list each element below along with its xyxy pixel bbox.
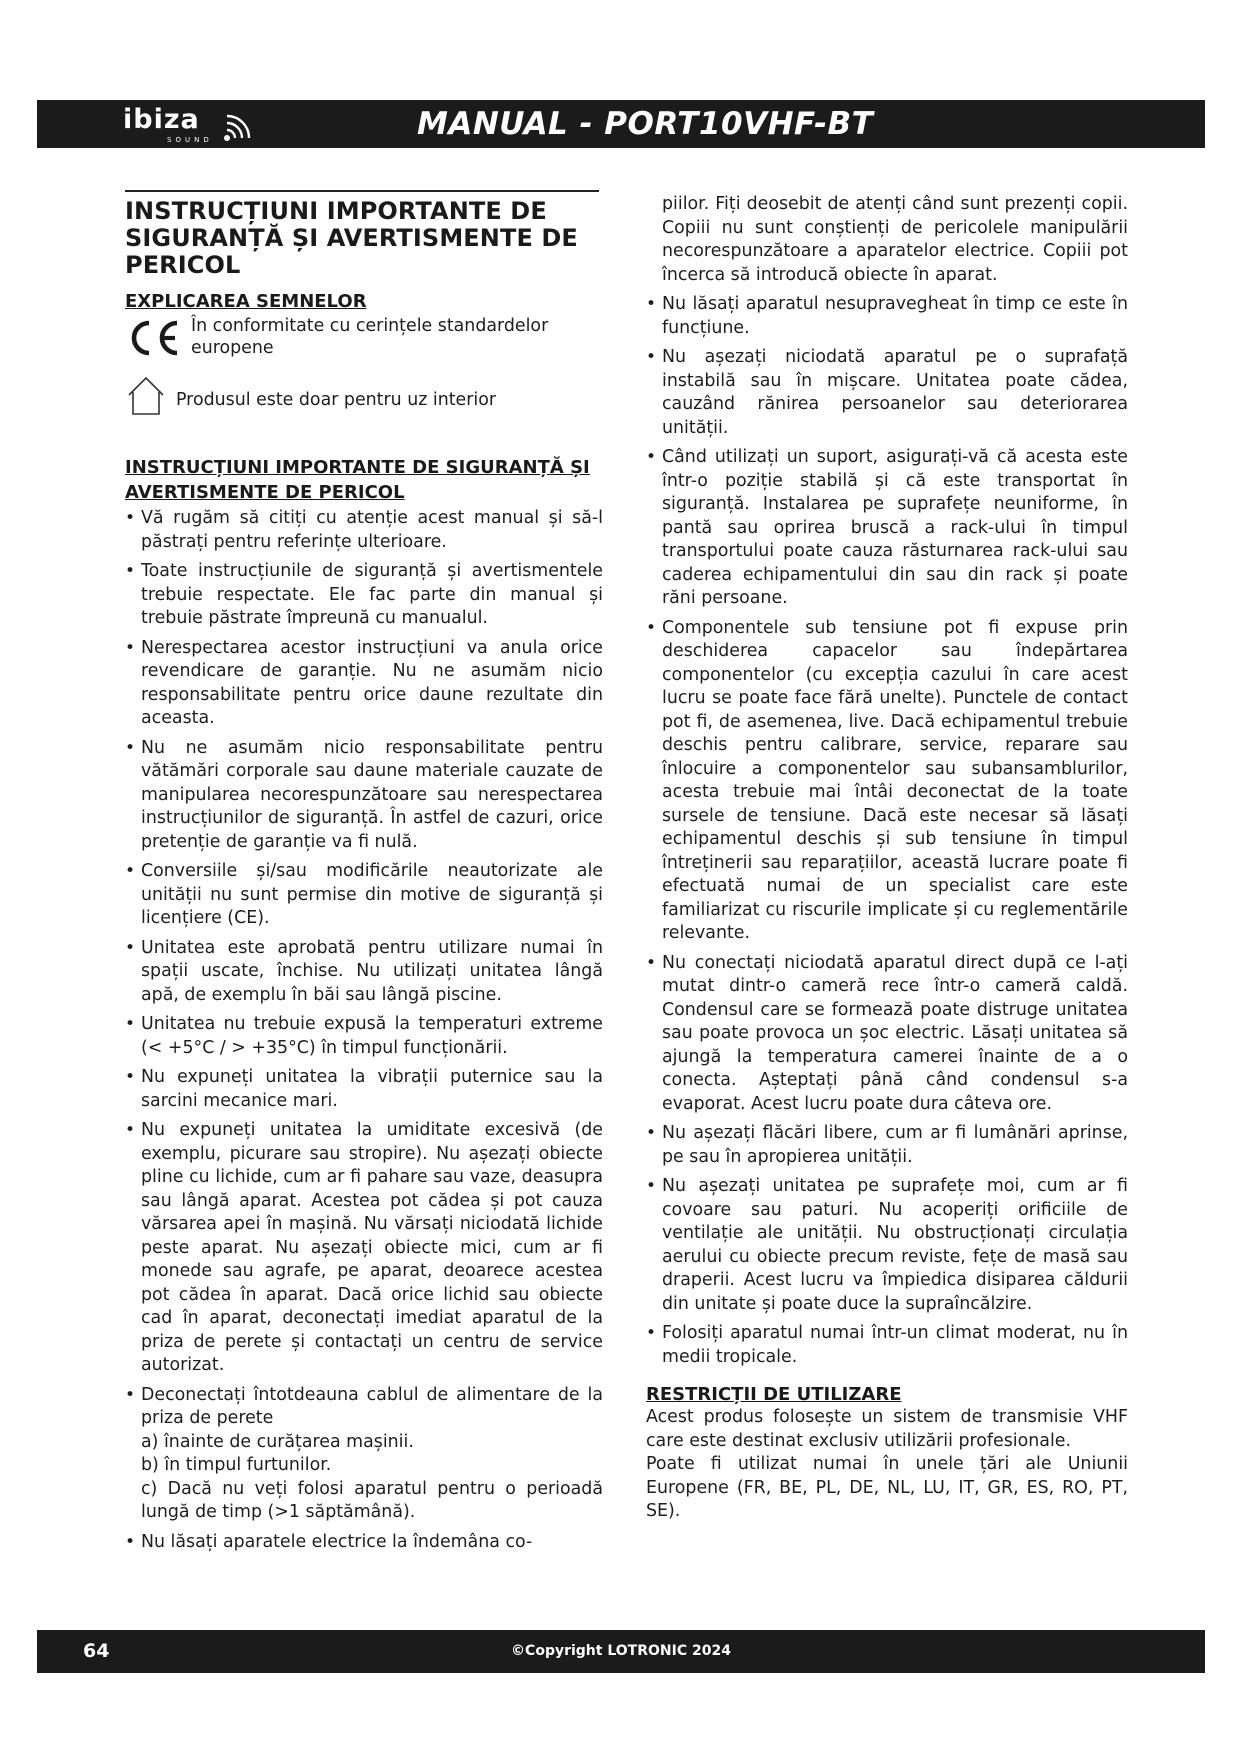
list-item: • Nu lăsați aparatele electrice la îndemâna co-: [125, 1531, 603, 1555]
title-rule: [125, 190, 599, 192]
list-item: • Nu lăsați aparatul nesupravegheat în timp ce este în funcțiune.: [646, 293, 1128, 340]
list-item: • Nerespectarea acestor instrucțiuni va anula orice revendicare de garanție. Nu ne asumăm nicio responsabilitate pentru orice daune rezultate din aceasta.: [125, 637, 603, 731]
indoor-description: Produsul este doar pentru uz interior: [176, 390, 497, 410]
list-item: • Vă rugăm să citiți cu atenție acest manual și să-l păstrați pentru referințe ulterioare.: [125, 507, 603, 554]
list-item: • Nu conectați niciodată aparatul direct după ce l-ați mutat dintr-o cameră rece într-o cameră caldă. Condensul care se formează poate distruge unitatea sau poate provoca un șoc electric. Lăsați unitatea să ajungă la temperatura camerei înainte de a o conecta. Așteptați până când condensul s-a evaporat. Acest lucru poate dura câteva ore.: [646, 952, 1128, 1117]
unplug-intro: • Deconectați întotdeauna cablul de alimentare de la priza de perete: [141, 1384, 603, 1428]
list-item: • Nu expuneți unitatea la umiditate excesivă (de exemplu, picurare sau stropire). Nu așezați obiecte pline cu lichide, cum ar fi pahare sau vaze, deasupra sau lângă aparat. Acestea pot cădea și pot cauza vărsarea apei în mașină. Nu vărsați niciodată lichide peste aparat. Nu așezați obiecte mici, cum ar fi monede sau agrafe, pe aparat, deoarece acestea pot cădea în aparat. Dacă orice lichid sau obiecte cad în aparat, deconectați imediat aparatul de la priza de perete și contactați un centru de service autorizat.: [125, 1119, 603, 1378]
list-item: • Când utilizați un suport, asigurați-vă că acesta este într-o poziție stabilă și că este transportat în siguranță. Instalarea pe suprafețe neuniforme, în pantă sau oprirea bruscă a rack-ului în timpul transportului poate cauza răsturnarea rack-ului sau caderea echipamentului din sau din rack și poate răni persoane.: [646, 446, 1128, 611]
brand-logo: [123, 104, 303, 146]
safety-list-continued: [646, 293, 1128, 1369]
list-item: • Nu așezați unitatea pe suprafețe moi, cum ar fi covoare sau paturi. Nu acoperiți orificiile de ventilație ale unității. Nu obstrucționați circulația aerului cu obiecte precum reviste, fețe de masă sau draperii. Acest lucru va împiedica disiparea căldurii din unitate și poate duce la supraîncălzire.: [646, 1175, 1128, 1316]
indoor-sign-row: [125, 373, 603, 419]
restrictions-heading: RESTRICȚII DE UTILIZARE: [646, 1384, 902, 1405]
page-footer: [37, 1630, 1205, 1673]
unplug-a: a) înainte de curățarea mașinii.: [141, 1431, 414, 1452]
page-number: 64: [83, 1640, 110, 1662]
sound-waves-icon: [221, 110, 257, 144]
list-item: • Nu ne asumăm nicio responsabilitate pentru vătămări corporale sau daune materiale cauzate de manipularea necorespunzătoare sau nerespectarea instrucțiunilor de siguranță. În astfel de cazuri, orice pretenție de garanție va fi nulă.: [125, 737, 603, 855]
logo-wordmark: ibiza: [123, 104, 200, 135]
restrictions-paragraph: Acest produs folosește un sistem de transmisie VHF care este destinat exclusiv utilizării profesionale.: [646, 1407, 1128, 1451]
right-column: [646, 193, 1128, 1524]
list-item: • Nu expuneți unitatea la vibrații puternice sau la sarcini mecanice mari.: [125, 1066, 603, 1113]
unplug-c: c) Dacă nu veți folosi aparatul pentru o perioadă lungă de timp (>1 săptămână).: [141, 1478, 603, 1522]
manual-title: MANUAL - PORT10VHF-BT: [417, 106, 874, 142]
list-item: • Nu așezați niciodată aparatul pe o suprafață instabilă sau în mișcare. Unitatea poate cădea, cauzând rănirea persoanelor sau deteriorarea unității.: [646, 346, 1128, 440]
restrictions-countries: Poate fi utilizat numai în unele țări ale Uniunii Europene (FR, BE, PL, DE, NL, LU, IT, GR, ES, RO, PT, SE).: [646, 1454, 1128, 1521]
safety-heading: INSTRUCȚIUNI IMPORTANTE DE SIGURANȚĂ ȘI AVERTISMENTE DE PERICOL: [125, 457, 590, 503]
list-item: • Conversiile și/sau modificările neautorizate ale unității nu sunt permise din motive de siguranță și licențiere (CE).: [125, 860, 603, 931]
copyright-text: ©Copyright LOTRONIC 2024: [511, 1643, 731, 1659]
signs-heading: EXPLICAREA SEMNELOR: [125, 291, 367, 312]
safety-list: [125, 507, 603, 1554]
unplug-b: b) în timpul furtunilor.: [141, 1455, 332, 1475]
house-icon: [125, 373, 167, 417]
list-item: • Toate instrucțiunile de siguranță și avertismentele trebuie respectate. Ele fac parte din manual și trebuie păstrate împreună cu manualul.: [125, 560, 603, 631]
list-item: • Nu așezați flăcări libere, cum ar fi lumânări aprinse, pe sau în apropierea unității.: [646, 1122, 1128, 1169]
list-item-unplug: [125, 1384, 603, 1525]
ce-description: În conformitate cu cerințele standardelor europene: [191, 316, 549, 358]
list-item: • Unitatea este aprobată pentru utilizare numai în spații uscate, închise. Nu utilizați unitatea lângă apă, de exemplu în băi sau lângă piscine.: [125, 937, 603, 1008]
page-header: [37, 100, 1205, 148]
list-item: • Folosiți aparatul numai într-un climat moderat, nu în medii tropicale.: [646, 1322, 1128, 1369]
page-title: INSTRUCȚIUNI IMPORTANTE DE SIGURANȚĂ ȘI AVERTISMENTE DE PERICOL: [125, 197, 578, 279]
list-item: • Unitatea nu trebuie expusă la temperaturi extreme (< +5°C / > +35°C) în timpul funcționării.: [125, 1013, 603, 1060]
logo-subtext: SOUND: [167, 136, 213, 144]
continued-paragraph: piilor. Fiți deosebit de atenți când sunt prezenți copii. Copiii nu sunt conștienți de pericolele manipulării necorespunzătoare a aparatelor electrice. Copiii pot încerca să introducă obiecte în aparat.: [662, 194, 1128, 285]
left-column: [125, 190, 603, 1560]
ce-mark-icon: [125, 319, 181, 357]
ce-sign-row: [125, 315, 603, 365]
list-item: • Componentele sub tensiune pot fi expuse prin deschiderea capacelor sau îndepărtarea componentelor (cu excepția cazului în care acest lucru se poate face fără unelte). Punctele de contact pot fi, de asemenea, live. Dacă echipamentul trebuie deschis pentru calibrare, service, reparare sau înlocuire a componentelor sau subansamblurilor, acesta trebuie mai întâi deconectat de la toate sursele de tensiune. Dacă este necesar să lăsați echipamentul deschis și sub tensiune în timpul întreținerii sau reparațiilor, această lucrare poate fi efectuată numai de un specialist care este familiarizat cu riscurile implicate și cu reglementările relevante.: [646, 617, 1128, 946]
